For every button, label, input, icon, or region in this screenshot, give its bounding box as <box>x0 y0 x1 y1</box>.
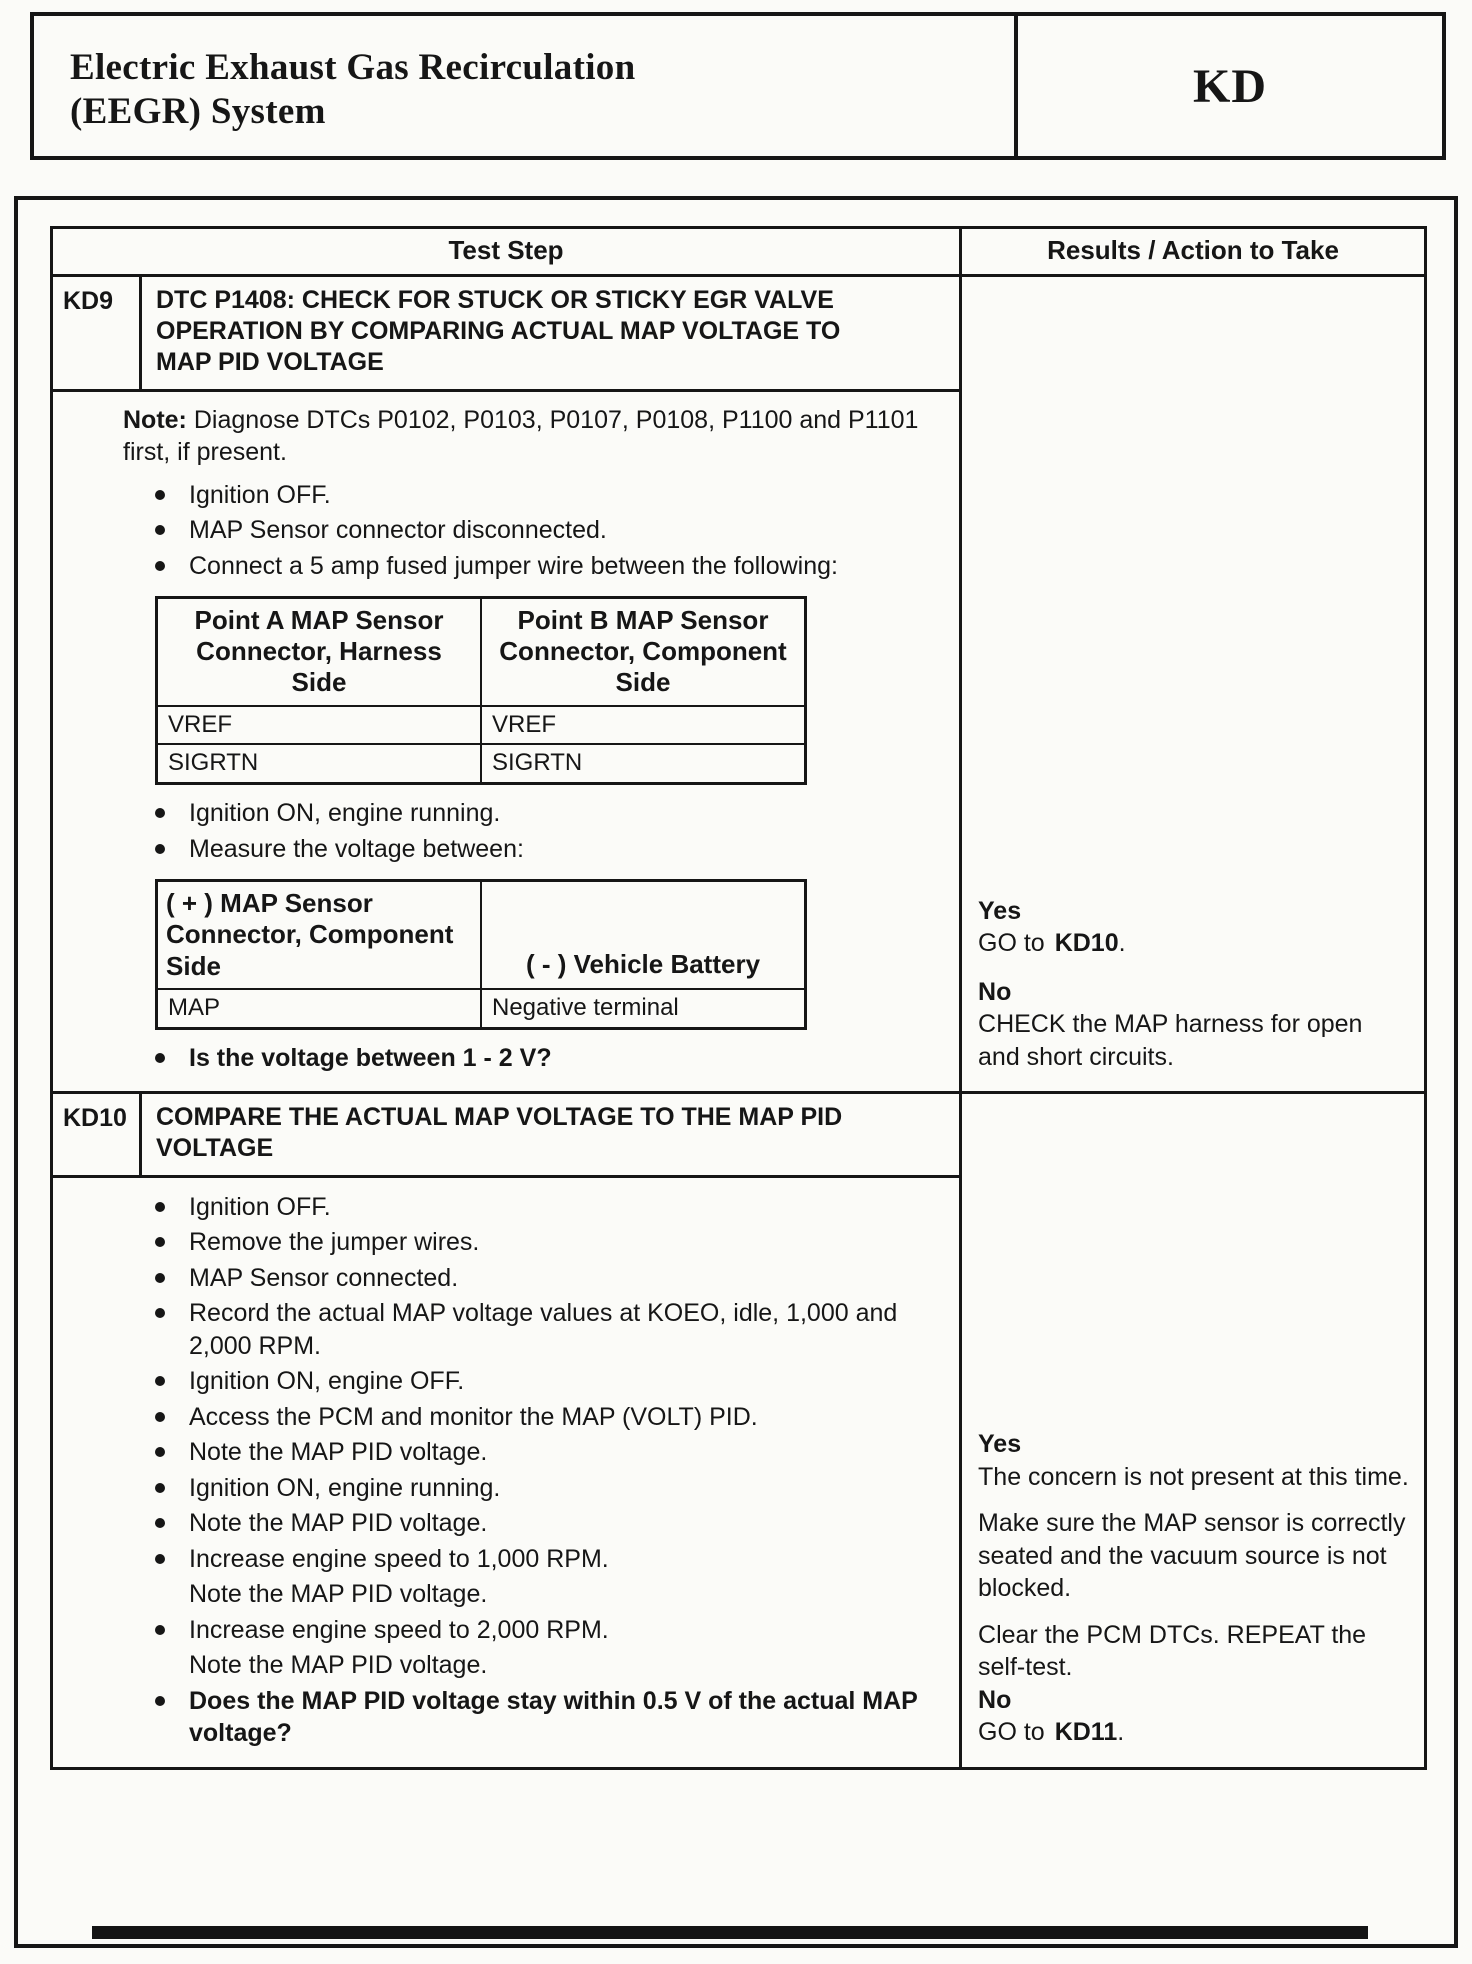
voltage-table-header-negative: ( - ) Vehicle Battery <box>481 881 806 989</box>
result-no-action <box>978 1716 1410 1749</box>
step-text: MAP Sensor connected. <box>189 1263 459 1292</box>
section-code-cell <box>1018 16 1442 156</box>
column-header-results: Results / Action to Take <box>961 228 1426 276</box>
step-text: Ignition ON, engine OFF. <box>189 1367 465 1396</box>
table-cell: VREF <box>481 706 806 745</box>
bullet-dot <box>155 490 165 500</box>
step-text: Ignition ON, engine running. <box>189 1473 501 1502</box>
table-cell: VREF <box>157 706 482 745</box>
test-step-item <box>123 1191 941 1224</box>
result-yes-line: The concern is not present at this time. <box>978 1462 1409 1491</box>
step-text: Note the MAP PID voltage. <box>189 1509 488 1538</box>
content-frame <box>14 196 1458 1948</box>
table-header-row <box>52 228 1426 276</box>
bullet-dot <box>155 1202 165 1212</box>
kd9-result-no <box>978 976 1410 1074</box>
table-cell: SIGRTN <box>157 744 482 783</box>
bullet-dot <box>155 1308 165 1318</box>
result-yes-label: Yes <box>978 1430 1022 1459</box>
goto-suffix: . <box>1117 1718 1125 1747</box>
table-row <box>157 989 806 1028</box>
step-text: Note the MAP PID voltage. <box>189 1438 488 1467</box>
test-step-item <box>123 1436 941 1469</box>
result-no-action: CHECK the MAP harness for open and short circuits. <box>978 1010 1363 1071</box>
bullet-dot <box>155 1237 165 1247</box>
result-yes-action <box>978 927 1410 960</box>
result-yes-line: Make sure the MAP sensor is correctly seated and the vacuum source is not blocked. <box>978 1509 1406 1603</box>
step-text: Note the MAP PID voltage. <box>189 1651 488 1680</box>
jumper-table-header-point-a: Point A MAP Sensor Connector, Harness Side <box>157 598 482 706</box>
result-no-label: No <box>978 977 1012 1006</box>
bullet-dot <box>155 1625 165 1635</box>
goto-target-step: KD10 <box>1054 929 1119 958</box>
question-text: Is the voltage between 1 - 2 V? <box>189 1043 552 1072</box>
kd10-title-row <box>52 1093 1426 1177</box>
pinpoint-test-table <box>50 226 1427 1770</box>
bullet-dot <box>155 1483 165 1493</box>
question-text: Does the MAP PID voltage stay within 0.5 V of the actual MAP voltage? <box>189 1686 918 1748</box>
jumper-table-header-row <box>157 598 806 706</box>
result-yes-line: Clear the PCM DTCs. REPEAT the self-test. <box>978 1620 1367 1682</box>
test-step-item <box>123 833 941 866</box>
kd9-step-id: KD9 <box>52 275 141 390</box>
column-header-test-step: Test Step <box>52 228 961 276</box>
kd9-question <box>123 1042 941 1075</box>
test-step-item <box>123 1614 941 1647</box>
bullet-dot <box>155 1696 165 1706</box>
diagnostic-note <box>123 404 941 469</box>
kd10-result-no <box>978 1684 1410 1749</box>
test-step-item <box>123 1297 941 1362</box>
kd10-step-title: COMPARE THE ACTUAL MAP VOLTAGE TO THE MAP PID VOLTAGE <box>141 1093 961 1177</box>
step-text: Note the MAP PID voltage. <box>189 1580 488 1609</box>
test-step-item <box>123 1578 941 1611</box>
kd10-procedure-cell <box>52 1176 961 1768</box>
bullet-dot <box>155 1053 165 1063</box>
bullet-dot <box>155 1376 165 1386</box>
goto-prefix: GO to <box>978 1718 1045 1747</box>
bullet-dot <box>155 1447 165 1457</box>
kd10-results-cell <box>961 1093 1426 1769</box>
test-step-item <box>123 514 941 547</box>
goto-prefix: GO to <box>978 929 1045 958</box>
kd10-step-id: KD10 <box>52 1093 141 1177</box>
result-no-label: No <box>978 1685 1012 1714</box>
page-title: Electric Exhaust Gas Recirculation (EEGR) System <box>70 47 636 132</box>
kd9-result-yes <box>978 895 1410 960</box>
note-text: Diagnose DTCs P0102, P0103, P0107, P0108, P1100 and P1101 first, if present. <box>123 405 919 467</box>
bullet-dot <box>155 808 165 818</box>
table-cell: Negative terminal <box>481 989 806 1028</box>
voltage-measure-table <box>155 879 807 1029</box>
jumper-wire-table <box>155 596 807 785</box>
bullet-dot <box>155 561 165 571</box>
test-step-item <box>123 1543 941 1576</box>
page-header <box>30 12 1446 160</box>
step-text: Increase engine speed to 1,000 RPM. <box>189 1544 609 1573</box>
table-row <box>157 744 806 783</box>
bullet-dot <box>155 1273 165 1283</box>
bullet-dot <box>155 1518 165 1528</box>
result-yes-label: Yes <box>978 896 1022 925</box>
kd10-procedure <box>123 1191 941 1750</box>
voltage-table-header-positive: ( + ) MAP Sensor Connector, Component Side <box>157 881 482 989</box>
table-row <box>157 706 806 745</box>
step-text: Increase engine speed to 2,000 RPM. <box>189 1615 609 1644</box>
step-text: Remove the jumper wires. <box>189 1228 480 1257</box>
bullet-dot <box>155 1554 165 1564</box>
step-text: Ignition OFF. <box>189 1192 331 1221</box>
test-step-item <box>123 1262 941 1295</box>
test-step-item <box>123 1507 941 1540</box>
page-title-cell <box>34 16 1018 156</box>
bullet-dot <box>155 844 165 854</box>
table-cell: MAP <box>157 989 482 1028</box>
jumper-table-header-point-b: Point B MAP Sensor Connector, Component Side <box>481 598 806 706</box>
kd9-procedure-cell <box>52 390 961 1093</box>
test-step-item <box>123 550 941 583</box>
goto-target-step: KD11 <box>1054 1718 1118 1747</box>
kd10-result-yes <box>978 1428 1410 1493</box>
voltage-table-header-row <box>157 881 806 989</box>
bullet-dot <box>155 1412 165 1422</box>
test-step-item <box>123 797 941 830</box>
test-step-item <box>123 1401 941 1434</box>
kd9-results-cell <box>961 275 1426 1092</box>
test-step-item <box>123 1226 941 1259</box>
step-text: Access the PCM and monitor the MAP (VOLT) PID. <box>189 1402 758 1431</box>
goto-suffix: . <box>1118 929 1126 958</box>
table-cell: SIGRTN <box>481 744 806 783</box>
test-step-item <box>123 1365 941 1398</box>
step-text: Ignition OFF. <box>189 480 331 509</box>
kd9-title-row <box>52 275 1426 390</box>
page-edge-bar <box>92 1926 1368 1939</box>
section-code: KD <box>1193 59 1267 113</box>
test-step-item <box>123 1472 941 1505</box>
step-text: MAP Sensor connector disconnected. <box>189 516 607 545</box>
step-text: Connect a 5 amp fused jumper wire between the following: <box>189 551 838 580</box>
kd9-step-title: DTC P1408: CHECK FOR STUCK OR STICKY EGR VALVE OPERATION BY COMPARING ACTUAL MAP VOLTAGE TO MAP PID VOLTAGE <box>141 275 961 390</box>
test-step-item <box>123 479 941 512</box>
kd9-procedure <box>123 404 941 1075</box>
note-label: Note: <box>123 405 187 434</box>
kd10-question <box>123 1685 941 1750</box>
bullet-dot <box>155 525 165 535</box>
step-text: Measure the voltage between: <box>189 834 524 863</box>
test-step-item <box>123 1649 941 1682</box>
step-text: Ignition ON, engine running. <box>189 799 501 828</box>
step-text: Record the actual MAP voltage values at KOEO, idle, 1,000 and 2,000 RPM. <box>189 1299 898 1360</box>
